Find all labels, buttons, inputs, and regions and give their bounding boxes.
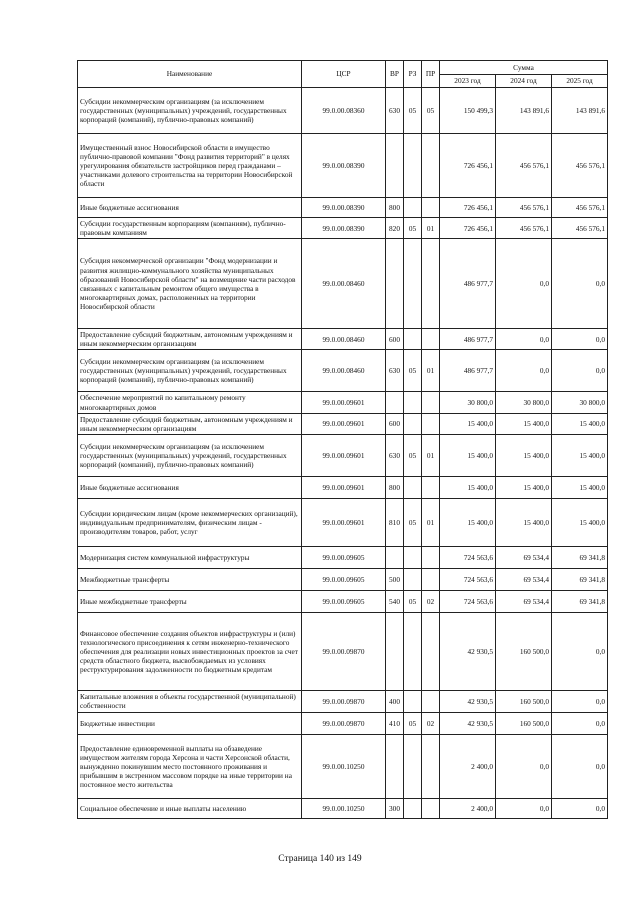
table-row xyxy=(78,239,608,329)
header-csr: ЦСР xyxy=(302,61,386,88)
row-sum-2025: 0,0 xyxy=(552,350,608,392)
row-sum-2023: 724 563,6 xyxy=(440,590,496,612)
row-rz xyxy=(404,198,422,218)
row-pr xyxy=(422,392,440,413)
row-vr: 540 xyxy=(386,590,404,612)
table-row xyxy=(78,546,608,568)
header-vr: ВР xyxy=(386,61,404,88)
row-name: Субсидии некоммерческим организациям (за исключением государственных (муниципальных) учреждений, государственных корпораций (компаний), публично-правовых компаний) xyxy=(78,434,302,476)
row-name: Имущественный взнос Новосибирской области в имущество публично-правовой компании "Фонд развития территорий" в целях урегулирования обязательств застройщиков перед гражданами – участниками долевого строительства на территории Новосибирской области xyxy=(78,134,302,198)
row-sum-2024: 15 400,0 xyxy=(496,413,552,434)
row-name: Иные бюджетные ассигнования xyxy=(78,198,302,218)
row-pr xyxy=(422,734,440,798)
row-pr: 02 xyxy=(422,712,440,734)
row-sum-2023: 30 800,0 xyxy=(440,392,496,413)
table-row xyxy=(78,350,608,392)
row-name: Межбюджетные трансферты xyxy=(78,568,302,590)
row-name: Субсидии некоммерческим организациям (за исключением государственных (муниципальных) учреждений, государственных корпораций (компаний), публично-правовых компаний) xyxy=(78,88,302,134)
row-sum-2025: 456 576,1 xyxy=(552,134,608,198)
row-rz: 05 xyxy=(404,590,422,612)
row-csr: 99.0.00.09601 xyxy=(302,476,386,498)
row-csr: 99.0.00.08390 xyxy=(302,198,386,218)
table-row xyxy=(78,612,608,690)
table-row xyxy=(78,712,608,734)
row-sum-2025: 69 341,8 xyxy=(552,546,608,568)
row-rz: 05 xyxy=(404,712,422,734)
row-vr: 630 xyxy=(386,350,404,392)
row-name: Бюджетные инвестиции xyxy=(78,712,302,734)
row-sum-2024: 69 534,4 xyxy=(496,568,552,590)
row-sum-2025: 456 576,1 xyxy=(552,218,608,239)
row-sum-2025: 69 341,8 xyxy=(552,590,608,612)
row-pr xyxy=(422,612,440,690)
page-number: Страница 140 из 149 xyxy=(278,854,362,864)
row-sum-2024: 160 500,0 xyxy=(496,612,552,690)
table-row xyxy=(78,198,608,218)
row-sum-2025: 143 891,6 xyxy=(552,88,608,134)
row-vr xyxy=(386,734,404,798)
row-vr: 600 xyxy=(386,413,404,434)
row-rz xyxy=(404,392,422,413)
row-sum-2025: 0,0 xyxy=(552,239,608,329)
row-name: Модернизация систем коммунальной инфраструктуры xyxy=(78,546,302,568)
row-sum-2023: 726 456,1 xyxy=(440,134,496,198)
row-sum-2024: 0,0 xyxy=(496,350,552,392)
row-pr: 01 xyxy=(422,218,440,239)
row-name: Субсидии государственным корпорациям (компаниям), публично-правовым компаниям xyxy=(78,218,302,239)
row-csr: 99.0.00.09605 xyxy=(302,568,386,590)
row-sum-2025: 15 400,0 xyxy=(552,413,608,434)
row-rz xyxy=(404,798,422,818)
table-row xyxy=(78,329,608,350)
row-vr: 810 xyxy=(386,498,404,546)
row-name: Иные межбюджетные трансферты xyxy=(78,590,302,612)
row-sum-2024: 456 576,1 xyxy=(496,198,552,218)
row-sum-2024: 15 400,0 xyxy=(496,434,552,476)
row-sum-2023: 2 400,0 xyxy=(440,798,496,818)
row-pr xyxy=(422,476,440,498)
row-sum-2025: 0,0 xyxy=(552,798,608,818)
row-vr xyxy=(386,134,404,198)
row-rz xyxy=(404,568,422,590)
row-sum-2023: 42 930,5 xyxy=(440,612,496,690)
row-pr: 01 xyxy=(422,498,440,546)
budget-table xyxy=(77,60,608,819)
row-name: Обеспечение мероприятий по капитальному ремонту многоквартирных домов xyxy=(78,392,302,413)
header-sum: Сумма xyxy=(440,61,608,75)
header-rz: РЗ xyxy=(404,61,422,88)
row-name: Финансовое обеспечение создания объектов инфраструктуры и (или) технологического присоединения к сетям инженерно-технического обеспечения для реализации новых инвестиционных проектов за счет средств областного бюджета, высвобождаемых из условиях реструктурирования задолженности по бюджетным кредитам xyxy=(78,612,302,690)
table-row xyxy=(78,568,608,590)
row-sum-2025: 0,0 xyxy=(552,712,608,734)
row-csr: 99.0.00.09601 xyxy=(302,392,386,413)
row-csr: 99.0.00.10250 xyxy=(302,734,386,798)
row-vr: 630 xyxy=(386,88,404,134)
row-sum-2024: 30 800,0 xyxy=(496,392,552,413)
row-csr: 99.0.00.09601 xyxy=(302,413,386,434)
row-pr: 02 xyxy=(422,590,440,612)
row-sum-2024: 69 534,4 xyxy=(496,590,552,612)
row-sum-2025: 456 576,1 xyxy=(552,198,608,218)
row-pr: 01 xyxy=(422,434,440,476)
row-csr: 99.0.00.09870 xyxy=(302,712,386,734)
table-row xyxy=(78,734,608,798)
header-pr: ПР xyxy=(422,61,440,88)
row-rz xyxy=(404,690,422,712)
row-rz xyxy=(404,329,422,350)
row-sum-2024: 15 400,0 xyxy=(496,498,552,546)
row-sum-2023: 15 400,0 xyxy=(440,434,496,476)
row-csr: 99.0.00.08390 xyxy=(302,218,386,239)
row-csr: 99.0.00.09605 xyxy=(302,546,386,568)
row-sum-2023: 486 977,7 xyxy=(440,329,496,350)
table-row xyxy=(78,392,608,413)
header-year-2023: 2023 год xyxy=(440,75,496,88)
row-rz xyxy=(404,734,422,798)
row-csr: 99.0.00.09601 xyxy=(302,434,386,476)
row-sum-2024: 69 534,4 xyxy=(496,546,552,568)
row-pr: 01 xyxy=(422,350,440,392)
header-name: Наименование xyxy=(78,61,302,88)
row-sum-2025: 69 341,8 xyxy=(552,568,608,590)
row-csr: 99.0.00.08460 xyxy=(302,350,386,392)
row-vr: 600 xyxy=(386,329,404,350)
row-sum-2024: 456 576,1 xyxy=(496,218,552,239)
row-name: Иные бюджетные ассигнования xyxy=(78,476,302,498)
row-vr: 500 xyxy=(386,568,404,590)
row-sum-2025: 15 400,0 xyxy=(552,498,608,546)
row-pr xyxy=(422,690,440,712)
row-vr: 410 xyxy=(386,712,404,734)
row-csr: 99.0.00.09605 xyxy=(302,590,386,612)
row-sum-2024: 0,0 xyxy=(496,239,552,329)
row-sum-2024: 143 891,6 xyxy=(496,88,552,134)
row-csr: 99.0.00.08390 xyxy=(302,134,386,198)
table-body xyxy=(78,88,608,819)
row-sum-2023: 486 977,7 xyxy=(440,239,496,329)
row-sum-2023: 724 563,6 xyxy=(440,546,496,568)
row-rz xyxy=(404,546,422,568)
table-row xyxy=(78,690,608,712)
row-pr xyxy=(422,798,440,818)
row-vr: 630 xyxy=(386,434,404,476)
row-pr xyxy=(422,546,440,568)
table-row xyxy=(78,413,608,434)
row-csr: 99.0.00.10250 xyxy=(302,798,386,818)
row-name: Субсидии юридическим лицам (кроме некоммерческих организаций), индивидуальным предпринимателям, физическим лицам - производителям товаров, работ, услуг xyxy=(78,498,302,546)
row-pr xyxy=(422,198,440,218)
row-sum-2025: 30 800,0 xyxy=(552,392,608,413)
row-rz xyxy=(404,239,422,329)
row-sum-2024: 456 576,1 xyxy=(496,134,552,198)
row-pr xyxy=(422,134,440,198)
row-sum-2023: 150 499,3 xyxy=(440,88,496,134)
row-sum-2025: 0,0 xyxy=(552,612,608,690)
row-sum-2023: 724 563,6 xyxy=(440,568,496,590)
row-sum-2024: 160 500,0 xyxy=(496,712,552,734)
row-name: Предоставление единовременной выплаты на обзаведение имуществом жителям города Херсона и части Херсонской области, вынужденно покинувшим место постоянного проживания и прибывшим в экстренном массовом порядке на иные территории на постоянное место жительства xyxy=(78,734,302,798)
row-rz xyxy=(404,134,422,198)
row-name: Предоставление субсидий бюджетным, автономным учреждениям и иным некоммерческим организациям xyxy=(78,413,302,434)
row-csr: 99.0.00.08460 xyxy=(302,329,386,350)
table-row xyxy=(78,590,608,612)
table-row xyxy=(78,476,608,498)
row-name: Капитальные вложения в объекты государственной (муниципальной) собственности xyxy=(78,690,302,712)
row-vr: 820 xyxy=(386,218,404,239)
row-sum-2025: 0,0 xyxy=(552,734,608,798)
row-sum-2025: 15 400,0 xyxy=(552,476,608,498)
row-vr xyxy=(386,392,404,413)
row-sum-2023: 42 930,5 xyxy=(440,690,496,712)
row-sum-2023: 42 930,5 xyxy=(440,712,496,734)
table-row xyxy=(78,498,608,546)
table-row xyxy=(78,88,608,134)
table-row xyxy=(78,434,608,476)
row-name: Субсидии некоммерческим организациям (за исключением государственных (муниципальных) учреждений, государственных корпораций (компаний), публично-правовых компаний) xyxy=(78,350,302,392)
table-row xyxy=(78,218,608,239)
row-sum-2023: 15 400,0 xyxy=(440,476,496,498)
row-rz: 05 xyxy=(404,88,422,134)
row-pr xyxy=(422,329,440,350)
row-rz xyxy=(404,413,422,434)
row-pr: 05 xyxy=(422,88,440,134)
row-rz: 05 xyxy=(404,434,422,476)
row-vr xyxy=(386,612,404,690)
row-rz: 05 xyxy=(404,350,422,392)
row-name: Предоставление субсидий бюджетным, автономным учреждениям и иным некоммерческим организациям xyxy=(78,329,302,350)
header-year-2025: 2025 год xyxy=(552,75,608,88)
table-row xyxy=(78,134,608,198)
row-sum-2024: 15 400,0 xyxy=(496,476,552,498)
row-vr xyxy=(386,239,404,329)
row-name: Субсидия некоммерческой организации "Фонд модернизации и развития жилищно-коммунального хозяйства муниципальных образований Новосибирской области" на возмещение части расходов связанных с капитальным ремонтом общего имущества в многоквартирных домах, расположенных на территории Новосибирской области xyxy=(78,239,302,329)
row-sum-2023: 15 400,0 xyxy=(440,413,496,434)
row-sum-2023: 726 456,1 xyxy=(440,218,496,239)
row-vr: 800 xyxy=(386,198,404,218)
row-csr: 99.0.00.09870 xyxy=(302,690,386,712)
row-csr: 99.0.00.09601 xyxy=(302,498,386,546)
row-sum-2023: 486 977,7 xyxy=(440,350,496,392)
row-sum-2023: 15 400,0 xyxy=(440,498,496,546)
row-csr: 99.0.00.08360 xyxy=(302,88,386,134)
row-sum-2025: 15 400,0 xyxy=(552,434,608,476)
row-pr xyxy=(422,239,440,329)
row-vr: 400 xyxy=(386,690,404,712)
row-rz: 05 xyxy=(404,498,422,546)
row-sum-2025: 0,0 xyxy=(552,329,608,350)
row-vr xyxy=(386,546,404,568)
row-sum-2023: 2 400,0 xyxy=(440,734,496,798)
header-year-2024: 2024 год xyxy=(496,75,552,88)
table-row xyxy=(78,798,608,818)
row-rz xyxy=(404,612,422,690)
row-pr xyxy=(422,413,440,434)
row-sum-2025: 0,0 xyxy=(552,690,608,712)
row-rz: 05 xyxy=(404,218,422,239)
row-sum-2024: 0,0 xyxy=(496,798,552,818)
row-csr: 99.0.00.08460 xyxy=(302,239,386,329)
row-name: Социальное обеспечение и иные выплаты населению xyxy=(78,798,302,818)
row-rz xyxy=(404,476,422,498)
row-sum-2024: 160 500,0 xyxy=(496,690,552,712)
row-vr: 800 xyxy=(386,476,404,498)
row-pr xyxy=(422,568,440,590)
row-vr: 300 xyxy=(386,798,404,818)
row-sum-2023: 726 456,1 xyxy=(440,198,496,218)
row-sum-2024: 0,0 xyxy=(496,734,552,798)
row-csr: 99.0.00.09870 xyxy=(302,612,386,690)
row-sum-2024: 0,0 xyxy=(496,329,552,350)
